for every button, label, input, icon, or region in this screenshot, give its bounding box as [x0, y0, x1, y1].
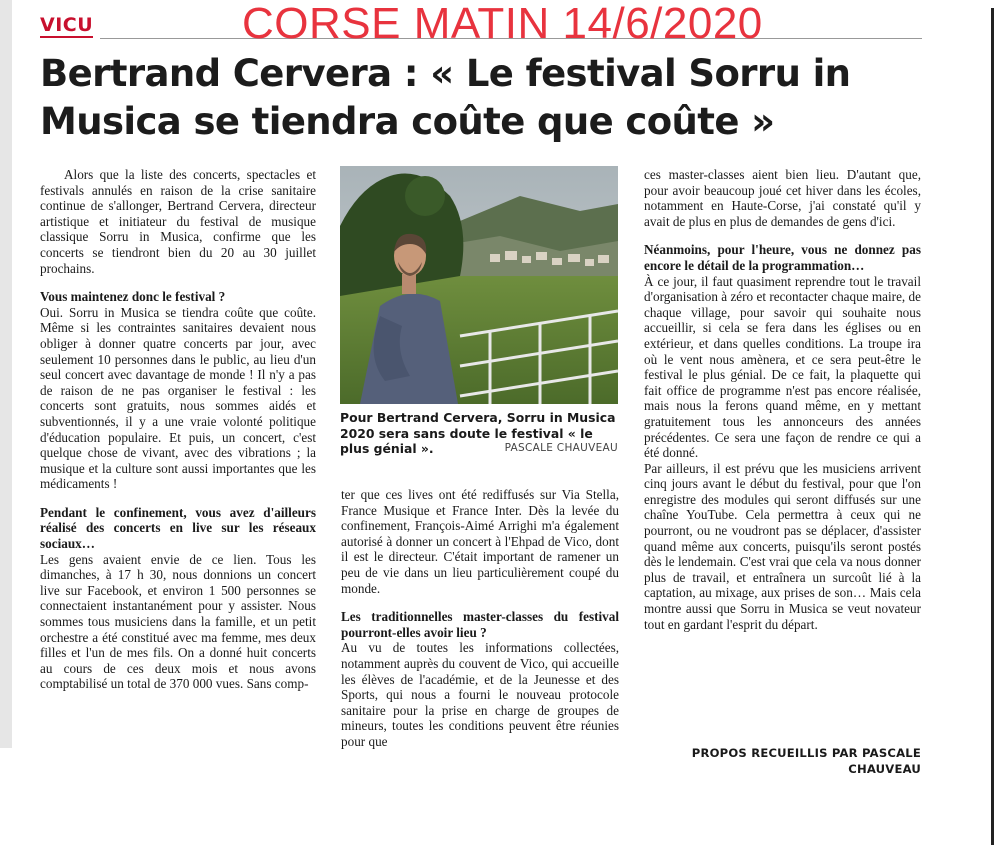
intro-paragraph: Alors que la liste des concerts, spectacles et festivals annulés en raison de la crise sanitaire continue de s'allonger, Bertrand Cervera, directeur artistique et initiateur du festival de musique classique Sorru in Musica, confirme que les concerts se tiendront bien du 20 au 30 juillet prochains.	[40, 167, 316, 276]
answer-3: Au vu de toutes les informations collectées, notamment auprès du couvent de Vico, qui accueille les élèves de l'académie, et de la Jeunesse et des Sports, qui nous a fourni le nouveau protocole sanitaire pour la prise en charge de groupes de mineurs, toutes les conditions peuvent être réunies pour que	[341, 640, 619, 749]
photo-caption	[340, 410, 618, 457]
source-stamp: CORSE MATIN 14/6/2020	[242, 0, 763, 48]
column-3-continuation: ces master-classes aient bien lieu. D'autant que, pour avoir beaucoup joué cet hiver dans les écoles, notamment en Haute-Corse, j'ai constaté qu'il y avait de plus en plus de demandes de gens d'ici.	[644, 167, 921, 229]
answer-4-continued: Par ailleurs, il est prévu que les musiciens arrivent cinq jours avant le début du festival, pour que l'on enregistre des modules qui seront diffusés sur une chaîne YouTube. Cela permettra à ceux qui ne pourront, ou ne voudront pas se déplacer, d'assister quand même aux concerts, puisqu'ils seront postés dès le lendemain. C'est vrai que cela va nous donner plus de travail, et entraînera un surcoût lié à la captation, au mixage, aux prises de son… Mais cela montre aussi que Sorru in Musica se veut novateur tout en gardant l'esprit du départ.	[644, 460, 921, 632]
article-byline: PROPOS RECUEILLIS PAR PASCALE CHAUVEAU	[691, 746, 921, 776]
answer-1: Oui. Sorru in Musica se tiendra coûte que coûte. Même si les contraintes sanitaires devaient nous obliger à donner quatre concerts par jour, avec seulement 10 personnes dans le public, au lieu d'un seul concert avec davantage de monde ! Il n'y a pas de raison de ne pas organiser le festival : les concerts sont gratuits, nous sommes aidés et subventionnés, il y a une vraie volonté politique d'éducation populaire. Et puis, un concert, c'est quelque chose de vivant, avec des vibrations ; la musique et la culture sont aussi importantes que les médicaments !	[40, 304, 316, 492]
question-3: Les traditionnelles master-classes du festival pourront-elles avoir lieu ?	[341, 609, 619, 640]
article-column-2	[341, 487, 619, 750]
question-4: Néanmoins, pour l'heure, vous ne donnez pas encore le détail de la programmation…	[644, 242, 921, 273]
scan-margin	[0, 0, 12, 748]
article-column-1	[40, 167, 316, 692]
question-2: Pendant le confinement, vous avez d'ailleurs réalisé des concerts en live sur les réseaux sociaux…	[40, 504, 316, 552]
column-2-continuation: ter que ces lives ont été rediffusés sur Via Stella, France Musique et France Inter. Dès la levée du confinement, François-Aimé Arrighi m'a également autorisé à donner un concert à l'Ehpad de Vico, dont il est le directeur. C'était important de ramener un peu de vie dans un lieu particulièrement coupé du monde.	[341, 487, 619, 596]
question-1: Vous maintenez donc le festival ?	[40, 289, 226, 305]
answer-2: Les gens avaient envie de ce lien. Tous les dimanches, à 17 h 30, nous donnions un concert live sur Facebook, et environ 1 500 personnes se connectaient instantanément pour y assister. Nous sommes tous musiciens dans la famille, et un petit orchestre a été constitué avec ma femme, mes deux filles et l'un de mes fils. On a donné huit concerts au cours de ces deux mois et nous avons comptabilisé un total de 370 000 vues. Sans comp-	[40, 551, 316, 692]
article-photo	[340, 166, 618, 404]
article-column-3	[644, 167, 921, 632]
article-headline: Bertrand Cervera : « Le festival Sorru in Musica se tiendra coûte que coûte »	[40, 52, 851, 143]
caption-text: Pour Bertrand Cervera, Sorru in Musica 2020 sera sans doute le festival « le plus génial ».	[340, 410, 616, 456]
section-rubric: VICU	[40, 14, 94, 36]
portrait-photo-illustration	[340, 166, 618, 404]
photo-credit: PASCALE CHAUVEAU	[504, 442, 618, 454]
answer-4: À ce jour, il faut quasiment reprendre tout le travail d'organisation à zéro et recontacter chaque maire, de chaque village, pour savoir qui souhaite nous accueillir, si cela se fera dans les églises ou en extérieur, et dans quelles conditions. La troupe ira où le vent nous amènera, et ce sera peut-être le festival le plus génial. De ce fait, la plaquette qui fait office de programme n'est pas encore réalisée, mais nous la ferons quand même, en y mettant gratuitement tous les annonceurs des années précédentes. Ce sera une façon de rendre ce qui a été donné.	[644, 273, 921, 461]
